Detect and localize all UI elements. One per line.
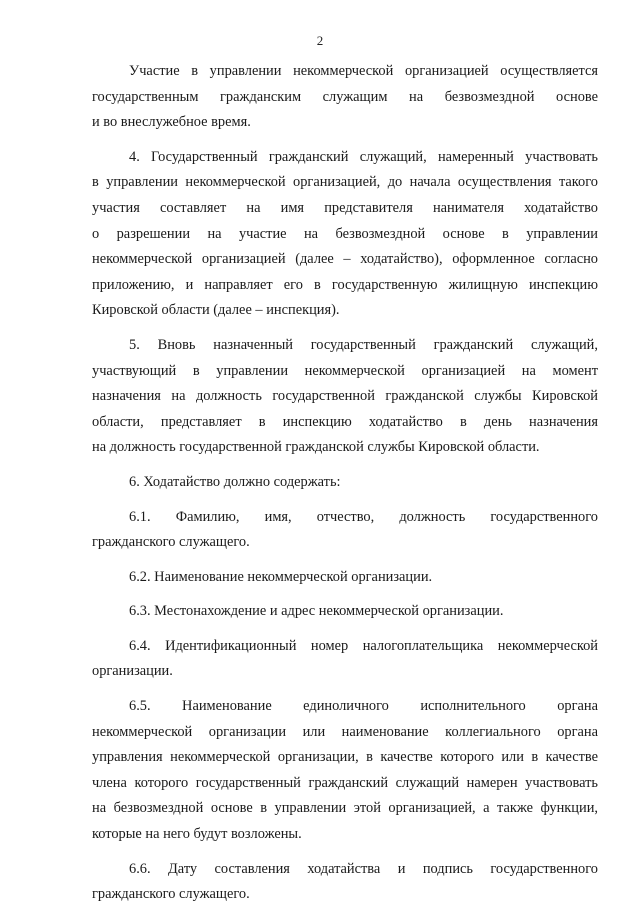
text-line: и во внеслужебное время. (92, 114, 251, 131)
paragraph-6 (92, 470, 598, 496)
text-line: гражданского служащего. (92, 886, 250, 903)
text-line: члена которого государственный гражданский служащий намерен участвовать (92, 774, 598, 791)
text-line: гражданского служащего. (92, 534, 250, 551)
text-line: 6.5. Наименование единоличного исполнительного органа (129, 698, 598, 715)
text-line: 6. Ходатайство должно содержать: (129, 473, 341, 490)
paragraph-6-2 (92, 565, 598, 591)
text-line: в управлении некоммерческой организацией, до начала осуществления такого (92, 174, 598, 191)
paragraph-6-1 (92, 505, 598, 556)
text-line: 6.3. Местонахождение и адрес некоммерческой организации. (129, 603, 504, 620)
page-number: 2 (316, 33, 324, 48)
text-line: 6.2. Наименование некоммерческой организации. (129, 568, 433, 585)
text-line: 6.4. Идентификационный номер налогоплательщика некоммерческой (129, 637, 598, 654)
text-line: 6.6. Дату составления ходатайства и подпись государственного (129, 860, 598, 877)
text-line: участвующий в управлении некоммерческой организацией на момент (92, 362, 598, 379)
text-line: 5. Вновь назначенный государственный гражданский служащий, (129, 336, 598, 353)
text-line: о разрешении на участие на безвозмездной основе в управлении (92, 225, 598, 242)
text-line: приложению, и направляет его в государственную жилищную инспекцию (92, 276, 598, 293)
paragraph-intro (92, 59, 598, 136)
text-line: 6.1. Фамилию, имя, отчество, должность государственного (129, 508, 598, 525)
text-line: Участие в управлении некоммерческой организацией осуществляется (129, 63, 598, 79)
text-line: на должность государственной гражданской службы Кировской области. (92, 439, 540, 456)
text-line: некоммерческой организацией (далее – ходатайство), оформленное согласно (92, 251, 598, 268)
text-line: организации. (92, 663, 173, 680)
text-line: участия составляет на имя представителя нанимателя ходатайство (92, 199, 598, 216)
text-line: 4. Государственный гражданский служащий, намеренный участвовать (129, 148, 598, 165)
text-line: Кировской области (далее – инспекция). (92, 302, 340, 319)
text-line: которые на него будут возложены. (92, 826, 302, 843)
text-line: на безвозмездной основе в управлении этой организацией, а также функции, (92, 800, 598, 817)
paragraph-6-5 (92, 694, 598, 848)
text-line: назначения на должность государственной гражданской службы Кировской (92, 388, 598, 405)
text-line: государственным гражданским служащим на безвозмездной основе (92, 88, 598, 105)
document-body (92, 59, 598, 917)
text-line: некоммерческой организации или наименование коллегиального органа (92, 723, 598, 740)
text-line: области, представляет в инспекцию ходатайство в день назначения (92, 413, 598, 430)
paragraph-5 (92, 333, 598, 461)
paragraph-6-3 (92, 599, 598, 625)
paragraph-6-6 (92, 857, 598, 908)
paragraph-6-4 (92, 634, 598, 685)
text-line: управления некоммерческой организации, в качестве которого или в качестве (92, 749, 598, 766)
paragraph-4 (92, 145, 598, 324)
